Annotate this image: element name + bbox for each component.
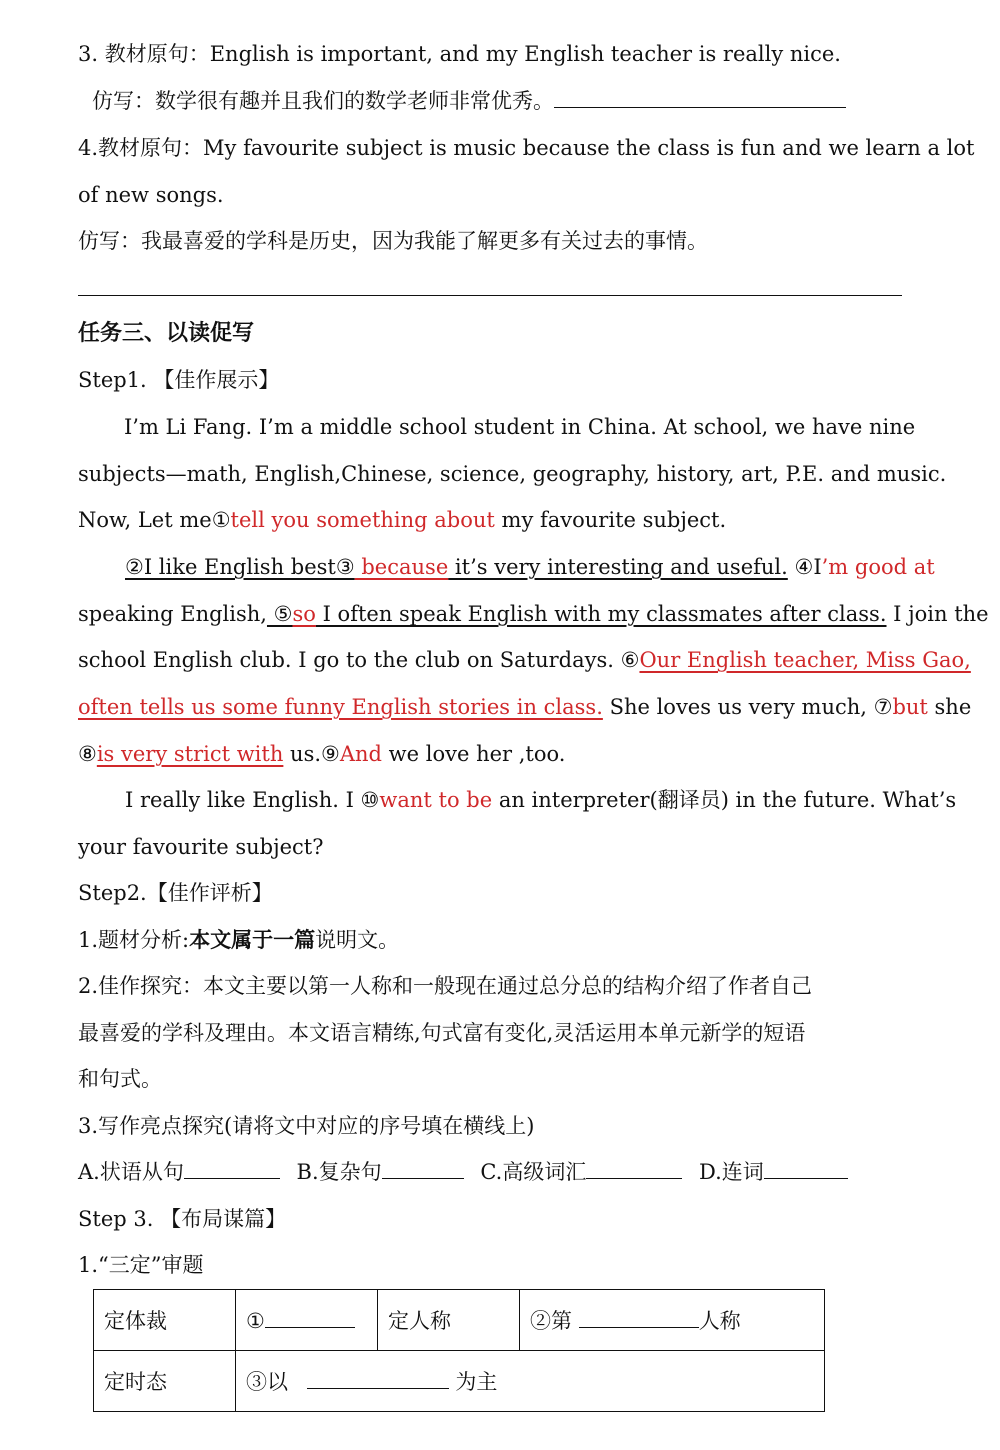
- p2-line2: speaking English, ⑤so I often speak English with my classmates after class. I join the: [78, 602, 989, 626]
- p2-line5: ⑧is very strict with us.⑨And we love her ,too.: [78, 742, 566, 766]
- cell-genre-answer[interactable]: ①: [236, 1290, 378, 1351]
- item3-imitate: 仿写：数学很有趣并且我们的数学老师非常优秀。: [92, 86, 846, 116]
- p1-line1: I’m Li Fang. I’m a middle school student in China. At school, we have nine: [124, 415, 916, 439]
- analysis-table: [93, 1289, 825, 1412]
- step3-heading: Step 3. 【布局谋篇】: [78, 1207, 287, 1231]
- cell-tense-label: 定时态: [94, 1351, 236, 1412]
- answer-line[interactable]: [78, 295, 902, 296]
- cell-genre-label: 定体裁: [94, 1290, 236, 1351]
- item4-sentence-line2: of new songs.: [78, 183, 224, 207]
- analysis-2-line2: 最喜爱的学科及理由。本文语言精练,句式富有变化,灵活运用本单元新学的短语: [78, 1021, 806, 1045]
- option-b-blank[interactable]: [382, 1158, 464, 1179]
- cell-person-answer[interactable]: ②第 人称: [520, 1290, 825, 1351]
- p1-line2: subjects—math, English,Chinese, science, geography, history, art, P.E. and music.: [78, 462, 947, 486]
- option-d-label: D.连词: [699, 1160, 764, 1184]
- analysis-2-line3: 和句式。: [78, 1067, 162, 1091]
- option-d-blank[interactable]: [764, 1158, 848, 1179]
- item4-imitate: 仿写：我最喜爱的学科是历史，因为我能了解更多有关过去的事情。: [78, 229, 708, 253]
- p1-line3: Now, Let me①tell you something about my favourite subject.: [78, 508, 727, 532]
- cell-person-label: 定人称: [378, 1290, 520, 1351]
- option-a-label: A.状语从句: [78, 1160, 184, 1184]
- step3-item1: 1.“三定”审题: [78, 1253, 204, 1277]
- step2-heading: Step2.【佳作评析】: [78, 881, 273, 905]
- answer-blank[interactable]: [554, 87, 846, 108]
- p2-line3: school English club. I go to the club on Saturdays. ⑥Our English teacher, Miss Gao,: [78, 648, 971, 672]
- analysis-3: 3.写作亮点探究(请将文中对应的序号填在横线上): [78, 1114, 535, 1138]
- analysis-1: 1.题材分析:本文属于一篇说明文。: [78, 927, 400, 952]
- cell-tense-answer[interactable]: ③以 为主: [236, 1351, 825, 1412]
- p2-line1: ②I like English best③ because it’s very interesting and useful. ④I’m good at: [125, 555, 935, 579]
- p3-line1: I really like English. I ⑩want to be an interpreter(翻译员) in the future. What’s: [125, 788, 957, 812]
- p2-line4: often tells us some funny English stories in class. She loves us very much, ⑦but she: [78, 695, 972, 719]
- step1-heading: Step1. 【佳作展示】: [78, 368, 280, 392]
- item4-sentence-line1: 4.教材原句：My favourite subject is music because the class is fun and we learn a lot: [78, 136, 975, 160]
- task3-title: 任务三、以读促写: [78, 320, 255, 346]
- analysis-2-line1: 2.佳作探究：本文主要以第一人称和一般现在通过总分总的结构介绍了作者自己: [78, 974, 813, 998]
- option-c-blank[interactable]: [586, 1158, 682, 1179]
- option-b-label: B.复杂句: [296, 1160, 382, 1184]
- option-c-label: C.高级词汇: [480, 1160, 587, 1184]
- item3-sentence: 3. 教材原句：English is important, and my English teacher is really nice.: [78, 42, 841, 66]
- highlight-options: [78, 1157, 848, 1187]
- p3-line2: your favourite subject?: [78, 835, 324, 859]
- option-a-blank[interactable]: [184, 1158, 280, 1179]
